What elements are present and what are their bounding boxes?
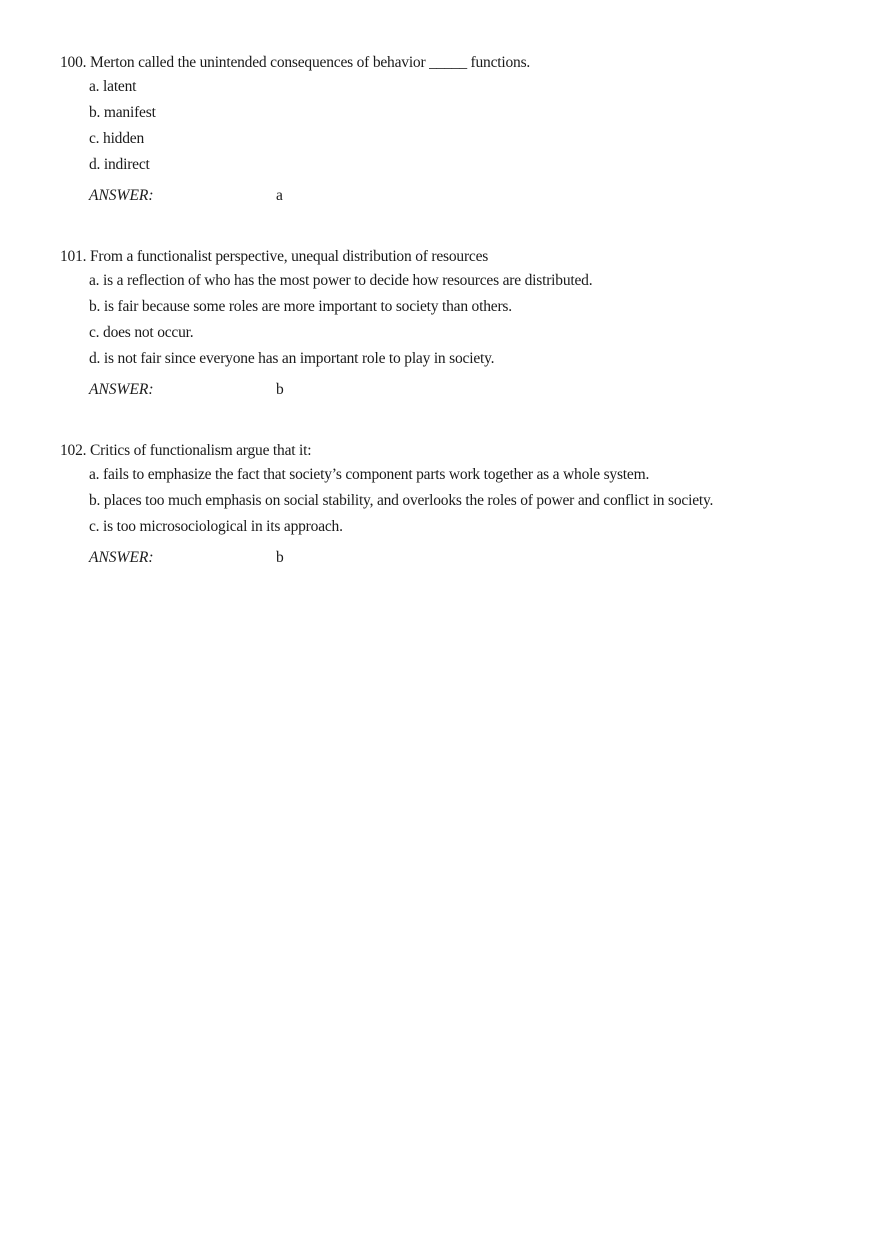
answer-value: a (276, 187, 283, 204)
option-list (89, 74, 850, 178)
option-d: d. indirect (89, 156, 150, 173)
question-101 (60, 246, 850, 402)
option-b: b. places too much emphasis on social stability, and overlooks the roles of power and conflict in society. (89, 492, 714, 509)
option-c: c. does not occur. (89, 324, 194, 341)
question-stem: 102. Critics of functionalism argue that it: (60, 442, 312, 459)
option-a: a. fails to emphasize the fact that society’s component parts work together as a whole system. (89, 466, 650, 483)
option-list (89, 268, 850, 372)
option-b: b. is fair because some roles are more important to society than others. (89, 298, 512, 315)
question-stem: 101. From a functionalist perspective, unequal distribution of resources (60, 248, 489, 265)
answer-value: b (276, 549, 284, 566)
answer-row (89, 546, 850, 570)
option-b: b. manifest (89, 104, 156, 121)
answer-label: ANSWER: (89, 187, 154, 204)
question-stem: 100. Merton called the unintended consequences of behavior _____ functions. (60, 54, 531, 71)
answer-value: b (276, 381, 284, 398)
question-100 (60, 52, 850, 208)
answer-row (89, 184, 850, 208)
option-a: a. latent (89, 78, 137, 95)
option-d: d. is not fair since everyone has an important role to play in society. (89, 350, 495, 367)
answer-label: ANSWER: (89, 381, 154, 398)
option-c: c. hidden (89, 130, 145, 147)
option-list (89, 462, 850, 540)
option-a: a. is a reflection of who has the most power to decide how resources are distributed. (89, 272, 593, 289)
question-102 (60, 440, 850, 570)
answer-label: ANSWER: (89, 549, 154, 566)
option-c: c. is too microsociological in its approach. (89, 518, 343, 535)
answer-row (89, 378, 850, 402)
